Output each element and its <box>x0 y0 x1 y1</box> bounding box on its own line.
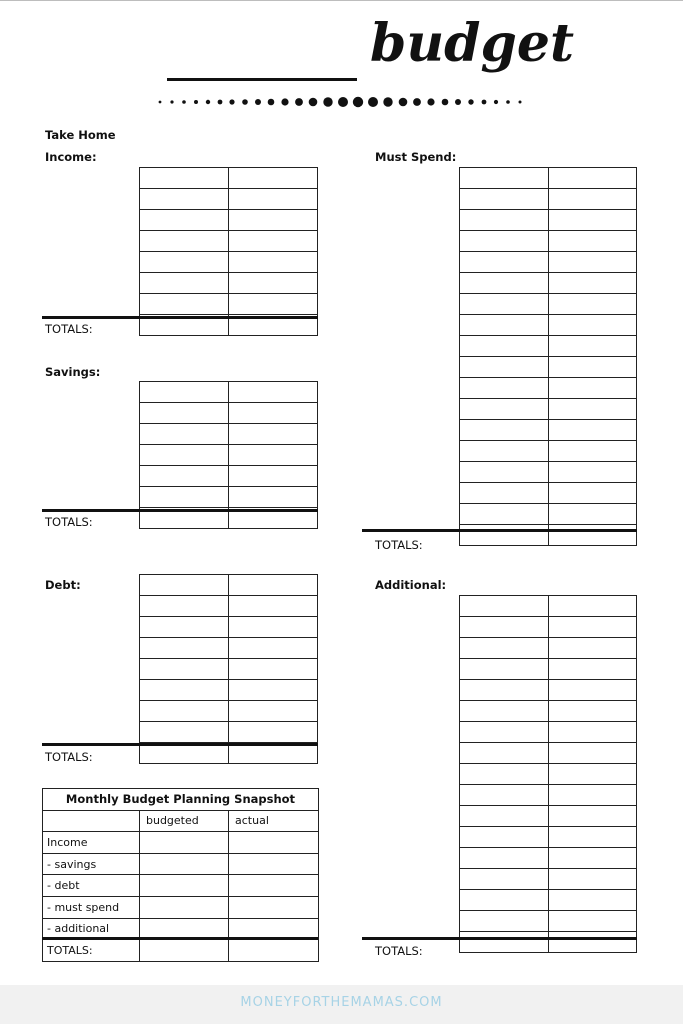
income-grid[interactable] <box>139 167 318 336</box>
snapshot-totals-rule <box>42 937 318 940</box>
entry-cell[interactable] <box>229 487 318 508</box>
page-title: budget <box>370 13 574 74</box>
entry-cell[interactable] <box>460 827 549 848</box>
entry-cell[interactable] <box>460 273 549 294</box>
entry-cell[interactable] <box>140 231 229 252</box>
additional-grid[interactable] <box>459 595 637 953</box>
entry-cell[interactable] <box>140 701 229 722</box>
entry-cell[interactable] <box>460 722 549 743</box>
entry-cell[interactable] <box>229 231 318 252</box>
entry-cell[interactable] <box>548 659 637 680</box>
snapshot-cell[interactable] <box>140 940 229 962</box>
entry-cell[interactable] <box>460 638 549 659</box>
entry-cell[interactable] <box>548 764 637 785</box>
income-totals-label: TOTALS: <box>45 322 93 336</box>
entry-cell[interactable] <box>140 210 229 231</box>
entry-cell[interactable] <box>229 210 318 231</box>
entry-cell[interactable] <box>229 575 318 596</box>
must-spend-label: Must Spend: <box>375 150 457 164</box>
entry-cell[interactable] <box>548 596 637 617</box>
entry-cell[interactable] <box>460 399 549 420</box>
entry-cell[interactable] <box>140 487 229 508</box>
entry-cell[interactable] <box>460 806 549 827</box>
entry-cell[interactable] <box>548 701 637 722</box>
savings-label: Savings: <box>45 365 101 379</box>
entry-cell[interactable] <box>140 680 229 701</box>
entry-cell[interactable] <box>548 680 637 701</box>
entry-cell[interactable] <box>548 722 637 743</box>
snapshot-cell[interactable] <box>140 896 229 918</box>
entry-cell[interactable] <box>229 403 318 424</box>
snapshot-cell[interactable] <box>229 832 319 854</box>
entry-cell[interactable] <box>140 403 229 424</box>
snapshot-title: Monthly Budget Planning Snapshot <box>43 789 319 811</box>
entry-cell[interactable] <box>548 617 637 638</box>
entry-cell[interactable] <box>140 252 229 273</box>
entry-cell[interactable] <box>460 483 549 504</box>
entry-cell[interactable] <box>229 722 318 743</box>
snapshot-row-label: - debt <box>43 875 140 897</box>
savings-grid[interactable] <box>139 381 318 529</box>
entry-cell[interactable] <box>460 743 549 764</box>
entry-cell[interactable] <box>548 189 637 210</box>
decorative-dot-divider <box>0 92 683 112</box>
entry-cell[interactable] <box>548 827 637 848</box>
monthly-snapshot-table[interactable] <box>42 788 319 962</box>
entry-cell[interactable] <box>548 231 637 252</box>
snapshot-corner-cell <box>43 810 140 832</box>
snapshot-row-label: - savings <box>43 853 140 875</box>
entry-cell[interactable] <box>548 462 637 483</box>
entry-cell[interactable] <box>548 315 637 336</box>
snapshot-cell[interactable] <box>140 875 229 897</box>
entry-cell[interactable] <box>460 252 549 273</box>
entry-cell[interactable] <box>460 525 549 546</box>
entry-cell[interactable] <box>548 785 637 806</box>
additional-totals-label: TOTALS: <box>375 944 423 958</box>
entry-cell[interactable] <box>140 722 229 743</box>
entry-cell[interactable] <box>548 399 637 420</box>
entry-cell[interactable] <box>140 596 229 617</box>
entry-cell[interactable] <box>460 680 549 701</box>
entry-cell[interactable] <box>229 382 318 403</box>
snapshot-cell[interactable] <box>140 853 229 875</box>
entry-cell[interactable] <box>548 168 637 189</box>
snapshot-totals-label: TOTALS: <box>43 940 140 962</box>
must-spend-grid[interactable] <box>459 167 637 546</box>
entry-cell[interactable] <box>460 785 549 806</box>
entry-cell[interactable] <box>460 294 549 315</box>
entry-cell[interactable] <box>548 441 637 462</box>
entry-cell[interactable] <box>548 294 637 315</box>
entry-cell[interactable] <box>229 252 318 273</box>
entry-cell[interactable] <box>229 659 318 680</box>
additional-totals-rule <box>362 937 637 940</box>
snapshot-row-label: - must spend <box>43 896 140 918</box>
entry-cell[interactable] <box>229 680 318 701</box>
debt-grid[interactable] <box>139 574 318 764</box>
snapshot-col-actual: actual <box>229 810 319 832</box>
take-home-label: Take Home <box>45 128 116 142</box>
entry-cell[interactable] <box>460 932 549 953</box>
entry-cell[interactable] <box>140 575 229 596</box>
entry-cell[interactable] <box>140 294 229 315</box>
entry-cell[interactable] <box>229 294 318 315</box>
footer-site-link[interactable]: MONEYFORTHEMAMAS.COM <box>240 995 443 1010</box>
snapshot-cell[interactable] <box>229 940 319 962</box>
entry-cell[interactable] <box>460 210 549 231</box>
entry-cell[interactable] <box>229 168 318 189</box>
snapshot-cell[interactable] <box>140 832 229 854</box>
title-blank-line <box>167 78 357 81</box>
entry-cell[interactable] <box>460 420 549 441</box>
entry-cell[interactable] <box>548 273 637 294</box>
entry-cell[interactable] <box>548 911 637 932</box>
entry-cell[interactable] <box>229 596 318 617</box>
entry-cell[interactable] <box>548 210 637 231</box>
entry-cell[interactable] <box>460 890 549 911</box>
entry-cell[interactable] <box>460 617 549 638</box>
entry-cell[interactable] <box>460 764 549 785</box>
debt-totals-rule <box>42 743 318 746</box>
snapshot-cell[interactable] <box>229 853 319 875</box>
entry-cell[interactable] <box>548 357 637 378</box>
entry-cell[interactable] <box>140 445 229 466</box>
entry-cell[interactable] <box>548 743 637 764</box>
income-totals-rule <box>42 316 318 319</box>
entry-cell[interactable] <box>548 252 637 273</box>
entry-cell[interactable] <box>548 378 637 399</box>
entry-cell[interactable] <box>548 890 637 911</box>
snapshot-row-label: - additional <box>43 918 140 940</box>
entry-cell[interactable] <box>229 466 318 487</box>
entry-cell[interactable] <box>548 638 637 659</box>
savings-totals-rule <box>42 509 318 512</box>
entry-cell[interactable] <box>548 932 637 953</box>
entry-cell[interactable] <box>140 382 229 403</box>
snapshot-cell[interactable] <box>229 896 319 918</box>
entry-cell[interactable] <box>548 869 637 890</box>
debt-totals-label: TOTALS: <box>45 750 93 764</box>
entry-cell[interactable] <box>460 869 549 890</box>
entry-cell[interactable] <box>229 189 318 210</box>
entry-cell[interactable] <box>140 659 229 680</box>
entry-cell[interactable] <box>140 424 229 445</box>
entry-cell[interactable] <box>140 466 229 487</box>
entry-cell[interactable] <box>548 336 637 357</box>
entry-cell[interactable] <box>460 462 549 483</box>
entry-cell[interactable] <box>460 315 549 336</box>
snapshot-row-label: Income <box>43 832 140 854</box>
top-border <box>0 0 683 1</box>
entry-cell[interactable] <box>140 617 229 638</box>
entry-cell[interactable] <box>548 420 637 441</box>
entry-cell[interactable] <box>460 848 549 869</box>
entry-cell[interactable] <box>140 638 229 659</box>
entry-cell[interactable] <box>229 445 318 466</box>
entry-cell[interactable] <box>140 273 229 294</box>
income-label: Income: <box>45 150 97 164</box>
entry-cell[interactable] <box>548 848 637 869</box>
entry-cell[interactable] <box>140 189 229 210</box>
entry-cell[interactable] <box>460 701 549 722</box>
additional-label: Additional: <box>375 578 447 592</box>
entry-cell[interactable] <box>460 189 549 210</box>
entry-cell[interactable] <box>460 357 549 378</box>
snapshot-col-budgeted: budgeted <box>140 810 229 832</box>
entry-cell[interactable] <box>140 168 229 189</box>
entry-cell[interactable] <box>229 701 318 722</box>
entry-cell[interactable] <box>548 504 637 525</box>
entry-cell[interactable] <box>460 659 549 680</box>
entry-cell[interactable] <box>460 504 549 525</box>
entry-cell[interactable] <box>460 231 549 252</box>
entry-cell[interactable] <box>548 483 637 504</box>
entry-cell[interactable] <box>229 273 318 294</box>
snapshot-cell[interactable] <box>229 875 319 897</box>
entry-cell[interactable] <box>548 525 637 546</box>
entry-cell[interactable] <box>460 336 549 357</box>
entry-cell[interactable] <box>460 911 549 932</box>
entry-cell[interactable] <box>229 424 318 445</box>
entry-cell[interactable] <box>229 638 318 659</box>
entry-cell[interactable] <box>460 378 549 399</box>
entry-cell[interactable] <box>229 617 318 638</box>
entry-cell[interactable] <box>460 168 549 189</box>
must-spend-totals-label: TOTALS: <box>375 538 423 552</box>
must-spend-totals-rule <box>362 529 637 532</box>
entry-cell[interactable] <box>548 806 637 827</box>
entry-cell[interactable] <box>460 441 549 462</box>
debt-label: Debt: <box>45 578 81 592</box>
entry-cell[interactable] <box>460 596 549 617</box>
savings-totals-label: TOTALS: <box>45 515 93 529</box>
